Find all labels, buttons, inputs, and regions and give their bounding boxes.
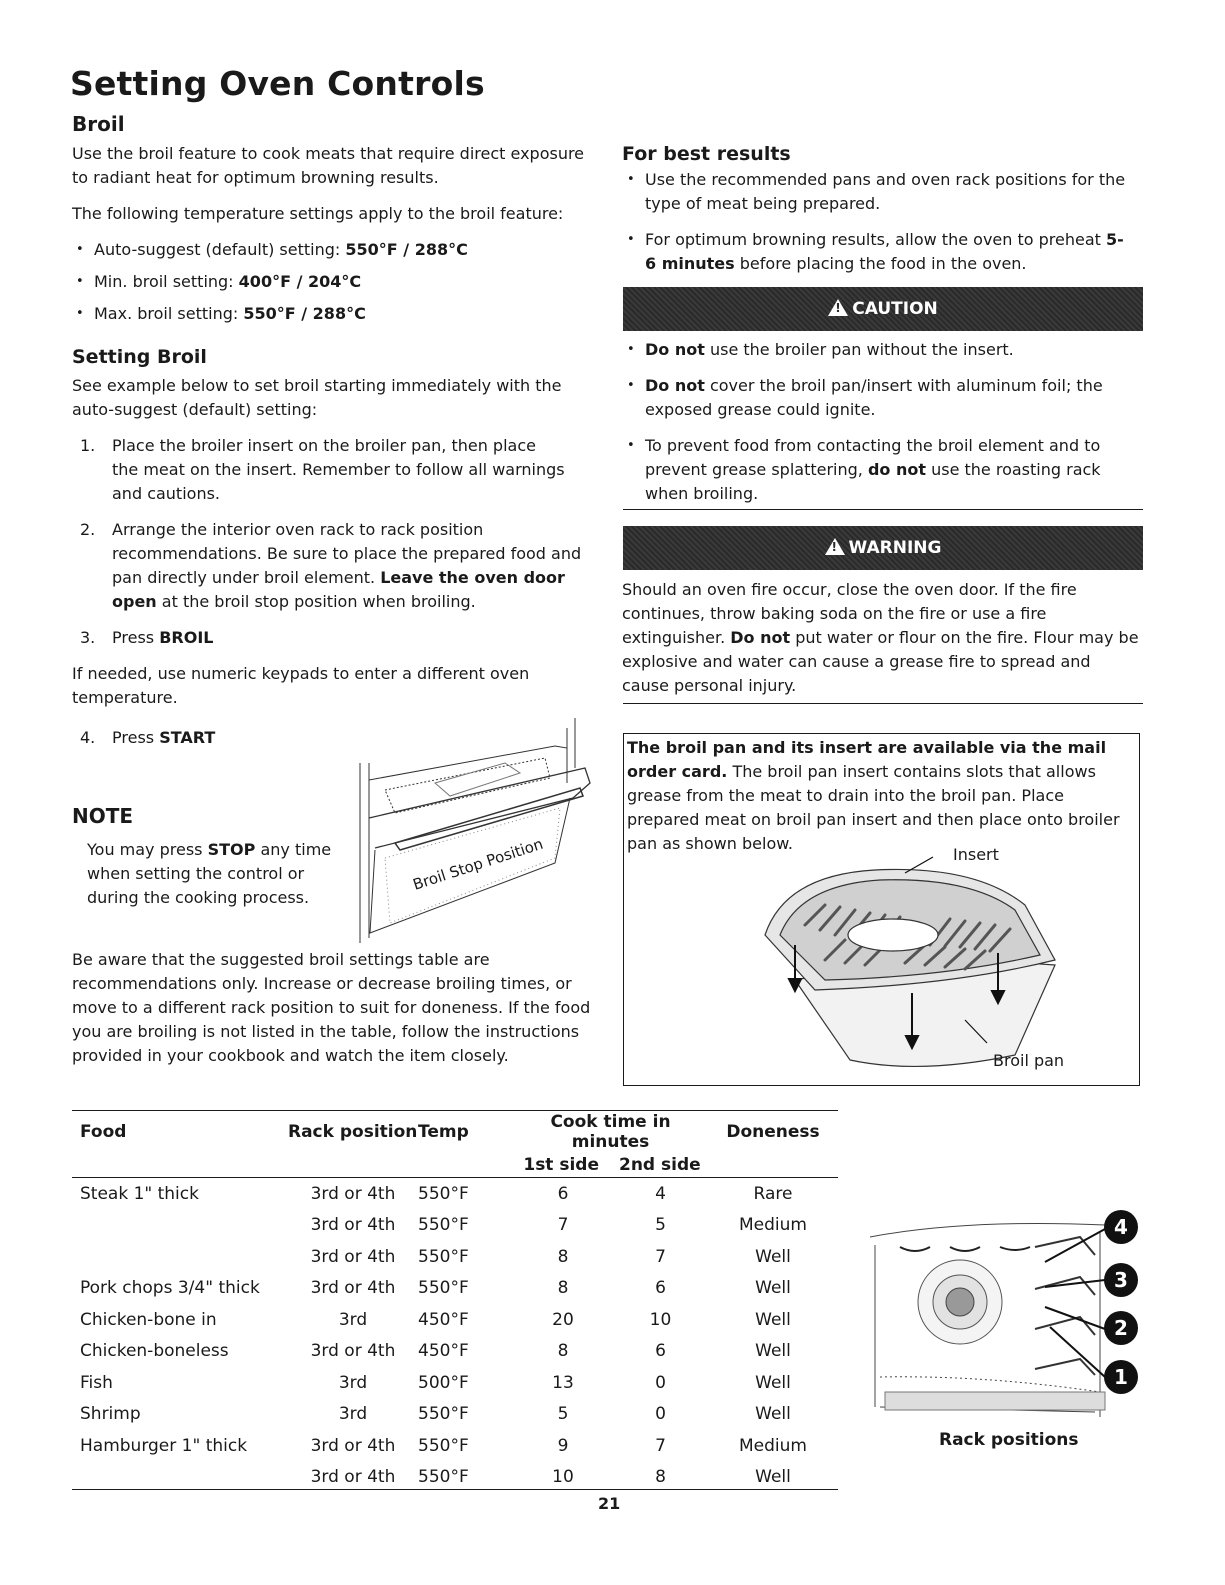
table-subheader-row: 1st side 2nd side	[72, 1152, 838, 1178]
table-row	[72, 1399, 838, 1431]
table-cell-food	[72, 1210, 288, 1242]
best-results-heading: For best results	[622, 143, 791, 165]
table-cell-s2: 10	[649, 1309, 672, 1330]
list-item: • Auto-suggest (default) setting: 550°F / 288°C	[72, 234, 597, 266]
table-cell-s2: 6	[655, 1341, 666, 1362]
table-cell-s2: 5	[655, 1215, 666, 1236]
table-cell-done: Well	[755, 1404, 791, 1425]
table-row	[72, 1178, 838, 1210]
table-cell-rack: 3rd or 4th	[310, 1435, 396, 1456]
broil-settings-list	[72, 234, 597, 330]
steak-shape	[848, 919, 938, 951]
broil-pan-label: Broil pan	[993, 1051, 1065, 1070]
warning-text: Should an oven fire occur, close the oven door. If the fire continues, throw baking soda on the fire or use a fire extinguisher. Do not put water or flour on the fire. Flour may be explosive and water can cause a grease fire to spread and cause personal injury.	[622, 580, 1139, 695]
rack-number-2: 2	[1114, 1316, 1128, 1340]
caution-banner: !CAUTION	[623, 287, 1143, 331]
insert-label: Insert	[953, 845, 999, 864]
divider	[623, 509, 1143, 510]
table-cell-food: Chicken-boneless	[80, 1341, 229, 1362]
divider	[623, 703, 1143, 704]
table-cell-temp: 550°F	[418, 1404, 469, 1425]
setting-broil-heading: Setting Broil	[72, 346, 207, 368]
table-cell-food: Pork chops 3/4" thick	[80, 1278, 260, 1299]
broil-stop-label: Broil Stop Position	[410, 834, 546, 894]
table-cell-done: Well	[755, 1309, 791, 1330]
table-cell-temp: 450°F	[418, 1309, 469, 1330]
table-row	[72, 1367, 838, 1399]
step-1: 1. Place the broiler insert on the broiler pan, then place the meat on the insert. Remember to follow all warnings and cautions.	[80, 436, 565, 503]
page-title: Setting Oven Controls	[70, 64, 485, 103]
table-cell-s1: 9	[557, 1435, 569, 1456]
table-cell-s2: 0	[655, 1404, 666, 1425]
table-cell-rack: 3rd or 4th	[310, 1246, 396, 1267]
table-cell-s2: 6	[655, 1278, 666, 1299]
table-cell-s1: 6	[557, 1183, 569, 1204]
best-results-list	[623, 168, 1133, 276]
table-cell-s1: 8	[557, 1341, 569, 1362]
table-cell-rack: 3rd	[338, 1372, 368, 1393]
table-cell-rack: 3rd or 4th	[310, 1183, 396, 1204]
table-cell-done: Medium	[739, 1435, 807, 1456]
table-cell-s1: 20	[552, 1309, 574, 1330]
step-3: 3. Press BROIL	[80, 628, 214, 647]
table-cell-s2: 7	[655, 1246, 666, 1267]
table-cell-done: Medium	[739, 1215, 807, 1236]
table-top-rule	[72, 1110, 838, 1111]
note-heading: NOTE	[72, 804, 134, 828]
left-column	[72, 112, 597, 750]
table-cell-done: Well	[755, 1372, 791, 1393]
table-cell-s1: 5	[557, 1404, 569, 1425]
table-cell-temp: 550°F	[418, 1435, 469, 1456]
table-cell-s1: 13	[552, 1372, 574, 1393]
table-cell-done: Well	[755, 1278, 791, 1299]
caution-list	[623, 338, 1138, 506]
keypad-note: If needed, use numeric keypads to enter a different oven temperature.	[72, 664, 530, 707]
table-cell-food: Chicken-bone in	[80, 1309, 217, 1330]
table-cell-s2: 7	[655, 1435, 666, 1456]
table-bottom-rule	[72, 1489, 838, 1490]
table-row	[72, 1210, 838, 1242]
table-cell-temp: 500°F	[418, 1372, 469, 1393]
table-cell-s2: 0	[655, 1372, 666, 1393]
step-4: 4. Press START	[80, 728, 216, 747]
list-item: • Use the recommended pans and oven rack positions for the type of meat being prepared.	[623, 168, 1133, 216]
table-cell-temp: 550°F	[418, 1215, 469, 1236]
list-item: • Do not cover the broil pan/insert with aluminum foil; the exposed grease could ignite.	[623, 374, 1138, 422]
broil-settings-table	[72, 1112, 838, 1493]
steps-list	[72, 434, 597, 650]
mail-order-text: The broil pan and its insert are available via the mail order card. The broil pan insert contains slots that allows grease from the meat to drain into the broil pan. Place prepared meat on broil pan insert and then place onto broiler pan as shown below.	[627, 738, 1120, 853]
rack-positions-illustration	[865, 1207, 1140, 1422]
list-item: • Min. broil setting: 400°F / 204°C	[72, 266, 597, 298]
list-item: • Max. broil setting: 550°F / 288°C	[72, 298, 597, 330]
table-cell-done: Rare	[753, 1183, 793, 1204]
table-row	[72, 1430, 838, 1462]
page-number: 21	[598, 1494, 621, 1513]
rack-number-1: 1	[1114, 1365, 1128, 1389]
table-cell-s1: 8	[557, 1246, 569, 1267]
table-cell-rack: 3rd	[338, 1404, 368, 1425]
rack-positions-caption: Rack positions	[939, 1430, 1079, 1450]
step-2: 2. Arrange the interior oven rack to rack position recommendations. Be sure to place the prepared food and pan directly under broil element. Leave the oven door open at the broil stop position when broiling.	[80, 520, 582, 611]
table-cell-food: Shrimp	[80, 1404, 141, 1425]
list-item: • Do not use the broiler pan without the insert.	[623, 338, 1138, 362]
broil-heading: Broil	[72, 112, 125, 136]
table-row	[72, 1273, 838, 1305]
warning-triangle-icon	[825, 538, 845, 555]
table-row	[72, 1304, 838, 1336]
table-cell-temp: 550°F	[418, 1278, 469, 1299]
broil-intro-text: Use the broil feature to cook meats that require direct exposure to radiant heat for optimum browning results.	[72, 144, 585, 187]
table-cell-done: Well	[755, 1246, 791, 1267]
table-cell-s1: 10	[552, 1467, 574, 1488]
setting-broil-intro: See example below to set broil starting immediately with the auto-suggest (default) setting:	[72, 376, 562, 419]
table-cell-food	[72, 1241, 288, 1273]
broil-pan-illustration	[755, 845, 1085, 1080]
table-cell-rack: 3rd or 4th	[310, 1467, 396, 1488]
table-cell-temp: 450°F	[418, 1341, 469, 1362]
oven-door-illustration	[355, 718, 595, 946]
table-cell-s1: 8	[557, 1278, 569, 1299]
table-cell-rack: 3rd or 4th	[310, 1215, 396, 1236]
list-item: • To prevent food from contacting the broil element and to prevent grease splattering, do not use the roasting rack when broiling.	[623, 434, 1138, 506]
table-cell-s2: 8	[655, 1467, 666, 1488]
broil-settings-intro: The following temperature settings apply to the broil feature:	[72, 204, 564, 223]
table-cell-food: Hamburger 1" thick	[80, 1435, 248, 1456]
table-cell-s1: 7	[557, 1215, 569, 1236]
table-cell-temp: 550°F	[418, 1467, 469, 1488]
table-header-row: Food Rack position Temp Cook time in minutes Doneness	[80, 1112, 820, 1152]
table-cell-done: Well	[755, 1341, 791, 1362]
warning-banner: !WARNING	[623, 526, 1143, 570]
table-cell-done: Well	[755, 1467, 791, 1488]
note-text: You may press STOP any time when setting the control or during the cooking process.	[87, 840, 332, 907]
table-row	[72, 1336, 838, 1368]
rack-number-4: 4	[1114, 1215, 1128, 1239]
table-cell-temp: 550°F	[418, 1246, 469, 1267]
broil-intro	[72, 142, 597, 190]
list-item: • For optimum browning results, allow the oven to preheat 5-6 minutes before placing the food in the oven.	[623, 228, 1133, 276]
table-cell-food: Steak 1" thick	[80, 1183, 199, 1204]
table-cell-rack: 3rd or 4th	[310, 1341, 396, 1362]
table-cell-temp: 550°F	[418, 1183, 469, 1204]
table-cell-s2: 4	[655, 1183, 666, 1204]
table-cell-rack: 3rd	[338, 1309, 368, 1330]
table-cell-food: Fish	[80, 1372, 113, 1393]
table-cell-rack: 3rd or 4th	[310, 1278, 396, 1299]
rack-number-3: 3	[1114, 1268, 1128, 1292]
aware-text: Be aware that the suggested broil settings table are recommendations only. Increase or decrease broiling times, or move to a different rack position to suit for doneness. If the food you are broiling is not listed in the table, follow the instructions provided in your cookbook and watch the item closely.	[72, 950, 591, 1065]
warning-triangle-icon	[828, 299, 848, 316]
table-row	[72, 1241, 838, 1273]
